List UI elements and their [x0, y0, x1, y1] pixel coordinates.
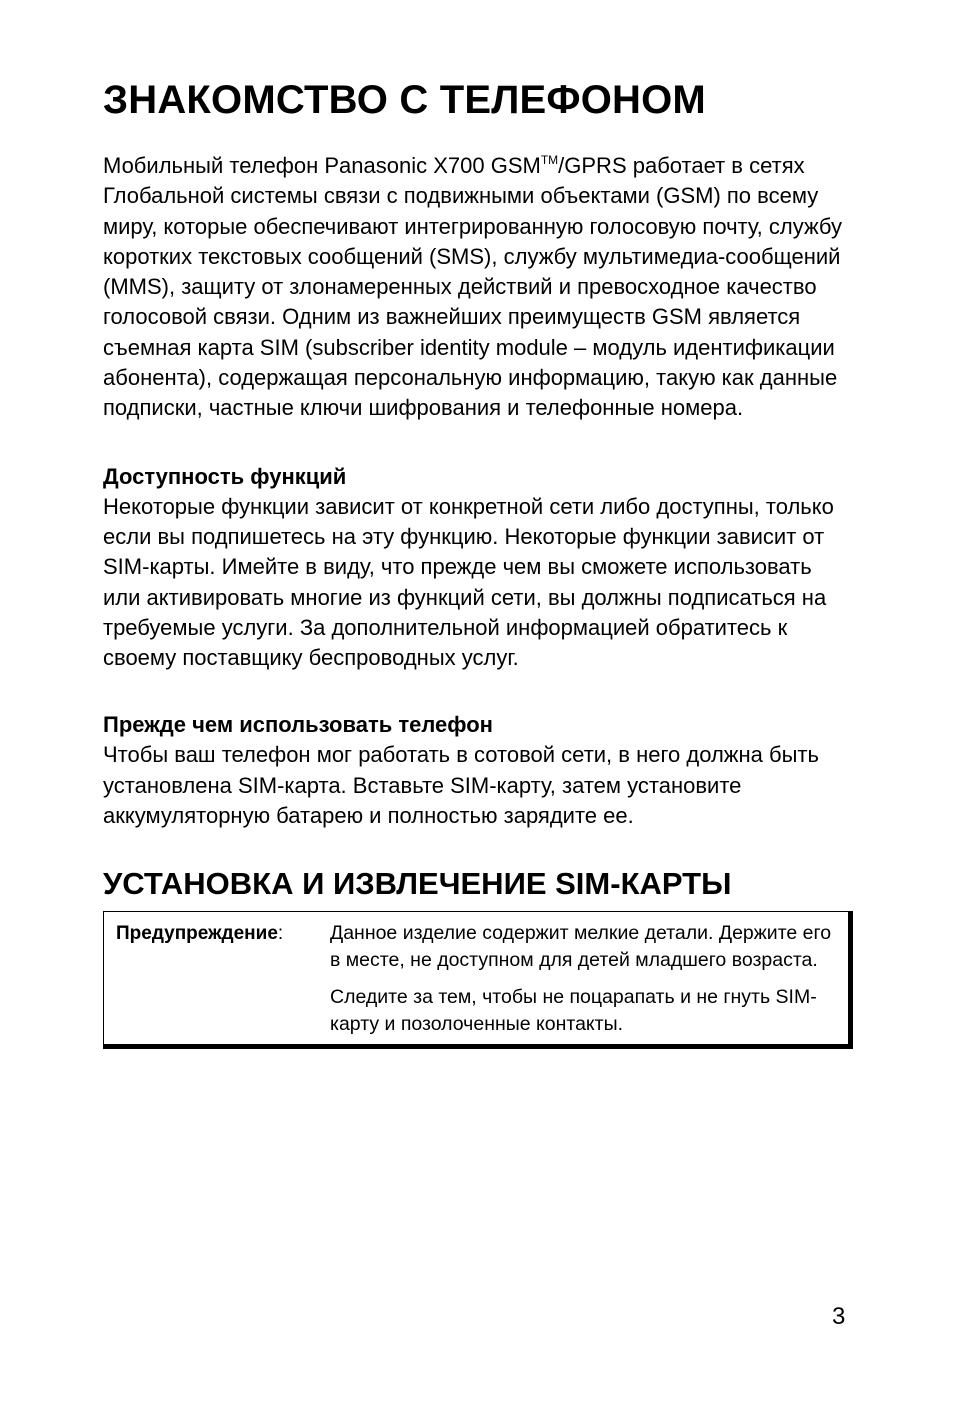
warning-label — [116, 920, 330, 1038]
warning-paragraph: Следите за тем, чтобы не поцарапать и не гнуть SIM-карту и позолоченные контакты. — [330, 986, 817, 1036]
availability-heading: Доступность функций — [103, 463, 347, 489]
warning-box — [103, 911, 853, 1049]
warning-text — [330, 920, 838, 1038]
availability-paragraph: Некоторые функции зависит от конкретной сети либо доступны, только если вы подпишетесь на эту функцию. Некоторые функции зависит от SIM-карты. Имейте в виду, что прежде чем вы сможете использовать или активировать многие из функций сети, вы должны подписаться на требуемые услуги. За дополнительной информацией обратитесь к своему поставщику беспроводных услуг. — [103, 493, 834, 671]
intro-text-rest: /GPRS работает в сетях Глобальной системы связи с подвижными объектами (GSM) по всему миру, которые обеспечивают интегрированную голосовую почту, службу коротких текстовых сообщений (SMS), службу мультимедиа-сообщений (MMS), защиту от злонамеренных действий и превосходное качество голосовой связи. Одним из важнейших преимуществ GSM является съемная карта SIM (subscriber identity module – модуль идентификации абонента), содержащая персональную информацию, такую как данные подписки, частные ключи шифрования и телефонные номера. — [103, 153, 843, 421]
warning-label-text: Предупреждение — [116, 923, 278, 945]
trademark-mark: TM — [540, 153, 559, 167]
document-page — [103, 76, 853, 1049]
availability-section — [103, 462, 853, 674]
page-number: 3 — [832, 1303, 846, 1330]
intro-text-start: Мобильный телефон Panasonic X700 GSM — [103, 153, 541, 178]
sim-section-title: УСТАНОВКА И ИЗВЛЕЧЕНИЕ SIM-КАРТЫ — [103, 866, 732, 902]
page-title: ЗНАКОМСТВО С ТЕЛЕФОНОМ — [103, 78, 706, 122]
warning-label-colon: : — [277, 923, 284, 945]
before-use-heading: Прежде чем использовать телефон — [103, 712, 493, 738]
before-use-section — [103, 710, 853, 831]
intro-paragraph — [103, 151, 853, 424]
warning-paragraph: Данное изделие содержит мелкие детали. Держите его в месте, не доступном для детей младшего возраста. — [330, 922, 832, 972]
before-use-paragraph: Чтобы ваш телефон мог работать в сотовой сети, в него должна быть установлена SIM-карта. Вставьте SIM-карту, затем установите аккумуляторную батарею и полностью зарядите ее. — [103, 742, 819, 829]
